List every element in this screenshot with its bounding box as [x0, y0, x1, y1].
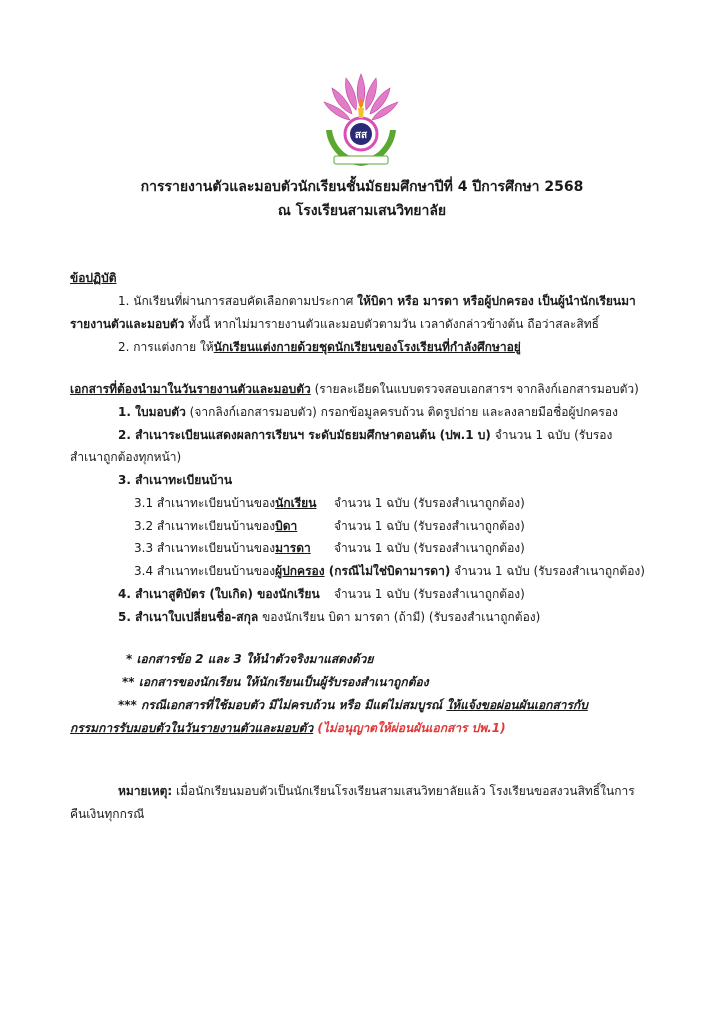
doc-item-3-1: 3.1 สำเนาทะเบียนบ้านของนักเรียน จำนวน 1 ฉบับ (รับรองสำเนาถูกต้อง)	[134, 496, 525, 510]
note-3-line-1: *** กรณีเอกสารที่ใช้มอบตัว มีไม่ครบถ้วน หรือ มีแต่ไม่สมบูรณ์ ให้แจ้งขอผ่อนผันเอกสารกับ	[118, 698, 588, 712]
rule-1-line-2: รายงานตัวและมอบตัว ทั้งนี้ หากไม่มารายงานตัวและมอบตัวตามวัน เวลาดังกล่าวข้างต้น ถือว่าสละสิทธิ์	[70, 317, 599, 331]
note-1: * เอกสารข้อ 2 และ 3 ให้นำตัวจริงมาแสดงด้วย	[126, 652, 374, 666]
doc-item-3-2: 3.2 สำเนาทะเบียนบ้านของบิดา จำนวน 1 ฉบับ (รับรองสำเนาถูกต้อง)	[134, 519, 525, 533]
remark-line-2: คืนเงินทุกกรณี	[70, 807, 145, 821]
rules-heading: ข้อปฏิบัติ	[70, 271, 117, 285]
document-subtitle: ณ โรงเรียนสามเสนวิทยาลัย	[277, 203, 447, 219]
doc-item-2-line-1: 2. สำเนาระเบียนแสดงผลการเรียนฯ ระดับมัธยมศึกษาตอนต้น (ปพ.1 บ) จำนวน 1 ฉบับ (รับรอง	[118, 428, 613, 442]
doc-item-4: 4. สำเนาสูติบัตร (ใบเกิด) ของนักเรียน จำนวน 1 ฉบับ (รับรองสำเนาถูกต้อง)	[118, 587, 525, 601]
doc-item-3-3: 3.3 สำเนาทะเบียนบ้านของมารดา จำนวน 1 ฉบับ (รับรองสำเนาถูกต้อง)	[134, 541, 525, 555]
school-emblem-icon	[316, 68, 406, 174]
doc-item-2-line-2: สำเนาถูกต้องทุกหน้า)	[70, 450, 182, 464]
note-2: ** เอกสารของนักเรียน ให้นักเรียนเป็นผู้รับรองสำเนาถูกต้อง	[122, 675, 429, 689]
doc-item-5: 5. สำเนาใบเปลี่ยนชื่อ-สกุล ของนักเรียน บิดา มารดา (ถ้ามี) (รับรองสำเนาถูกต้อง)	[118, 610, 541, 624]
rule-1-line-1: 1. นักเรียนที่ผ่านการสอบคัดเลือกตามประกาศ ให้บิดา หรือ มารดา หรือผู้ปกครอง เป็นผู้นำนักเรียนมา	[118, 294, 636, 308]
remark-line-1: หมายเหตุ: เมื่อนักเรียนมอบตัวเป็นนักเรียนโรงเรียนสามเสนวิทยาลัยแล้ว โรงเรียนขอสงวนสิทธิ์ในการ	[118, 784, 635, 798]
note-3-line-2: กรรมการรับมอบตัวในวันรายงานตัวและมอบตัว (ไม่อนุญาตให้ผ่อนผันเอกสาร ปพ.1)	[70, 721, 506, 735]
rule-2: 2. การแต่งกาย ให้นักเรียนแต่งกายด้วยชุดนักเรียนของโรงเรียนที่กำลังศึกษาอยู่	[118, 340, 521, 354]
doc-item-1: 1. ใบมอบตัว (จากลิงก์เอกสารมอบตัว) กรอกข้อมูลครบถ้วน ติดรูปถ่าย และลงลายมือชื่อผู้ปกครอง	[118, 405, 618, 419]
document-title: การรายงานตัวและมอบตัวนักเรียนชั้นมัธยมศึกษาปีที่ 4 ปีการศึกษา 2568	[140, 179, 584, 195]
docs-heading: เอกสารที่ต้องนำมาในวันรายงานตัวและมอบตัว (รายละเอียดในแบบตรวจสอบเอกสารฯ จากลิงก์เอกสารมอบตัว)	[70, 382, 639, 396]
doc-item-3: 3. สำเนาทะเบียนบ้าน	[118, 473, 233, 487]
svg-text:สส: สส	[354, 130, 368, 141]
doc-item-3-4: 3.4 สำเนาทะเบียนบ้านของผู้ปกครอง (กรณีไม่ใช่บิดามารดา) จำนวน 1 ฉบับ (รับรองสำเนาถูกต้อง)	[134, 564, 645, 578]
